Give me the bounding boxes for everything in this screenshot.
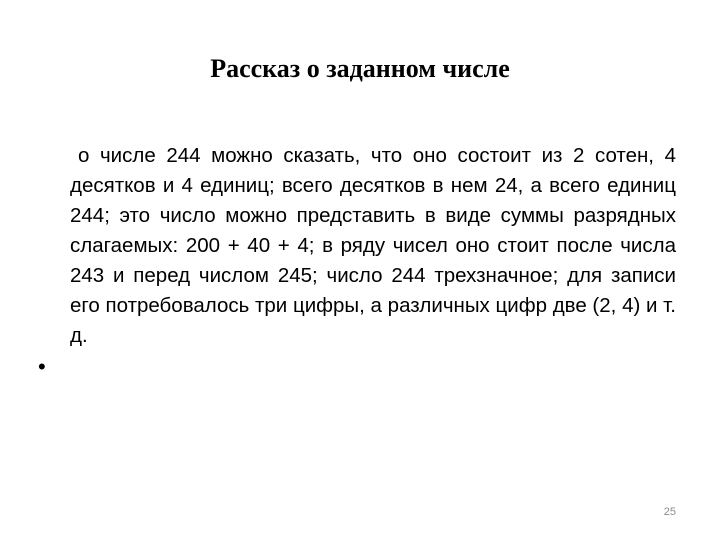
empty-bullet-point: • (38, 354, 46, 379)
slide-title: Рассказ о заданном числе (210, 54, 510, 83)
slide-body-text: о числе 244 можно сказать, что оно состоит из 2 сотен, 4 десятков и 4 единиц; всего десятков в нем 24, а всего единиц 244; это число можно представить в виде суммы разрядных слагаемых: 200 + 40 + 4; в ряду чисел оно стоит после числа 243 и перед числом 245; число 244 трехзначное; для записи его потребовалось три цифры, а различных цифр две (2, 4) и т. д. (70, 144, 676, 347)
page-number: 25 (663, 506, 676, 518)
